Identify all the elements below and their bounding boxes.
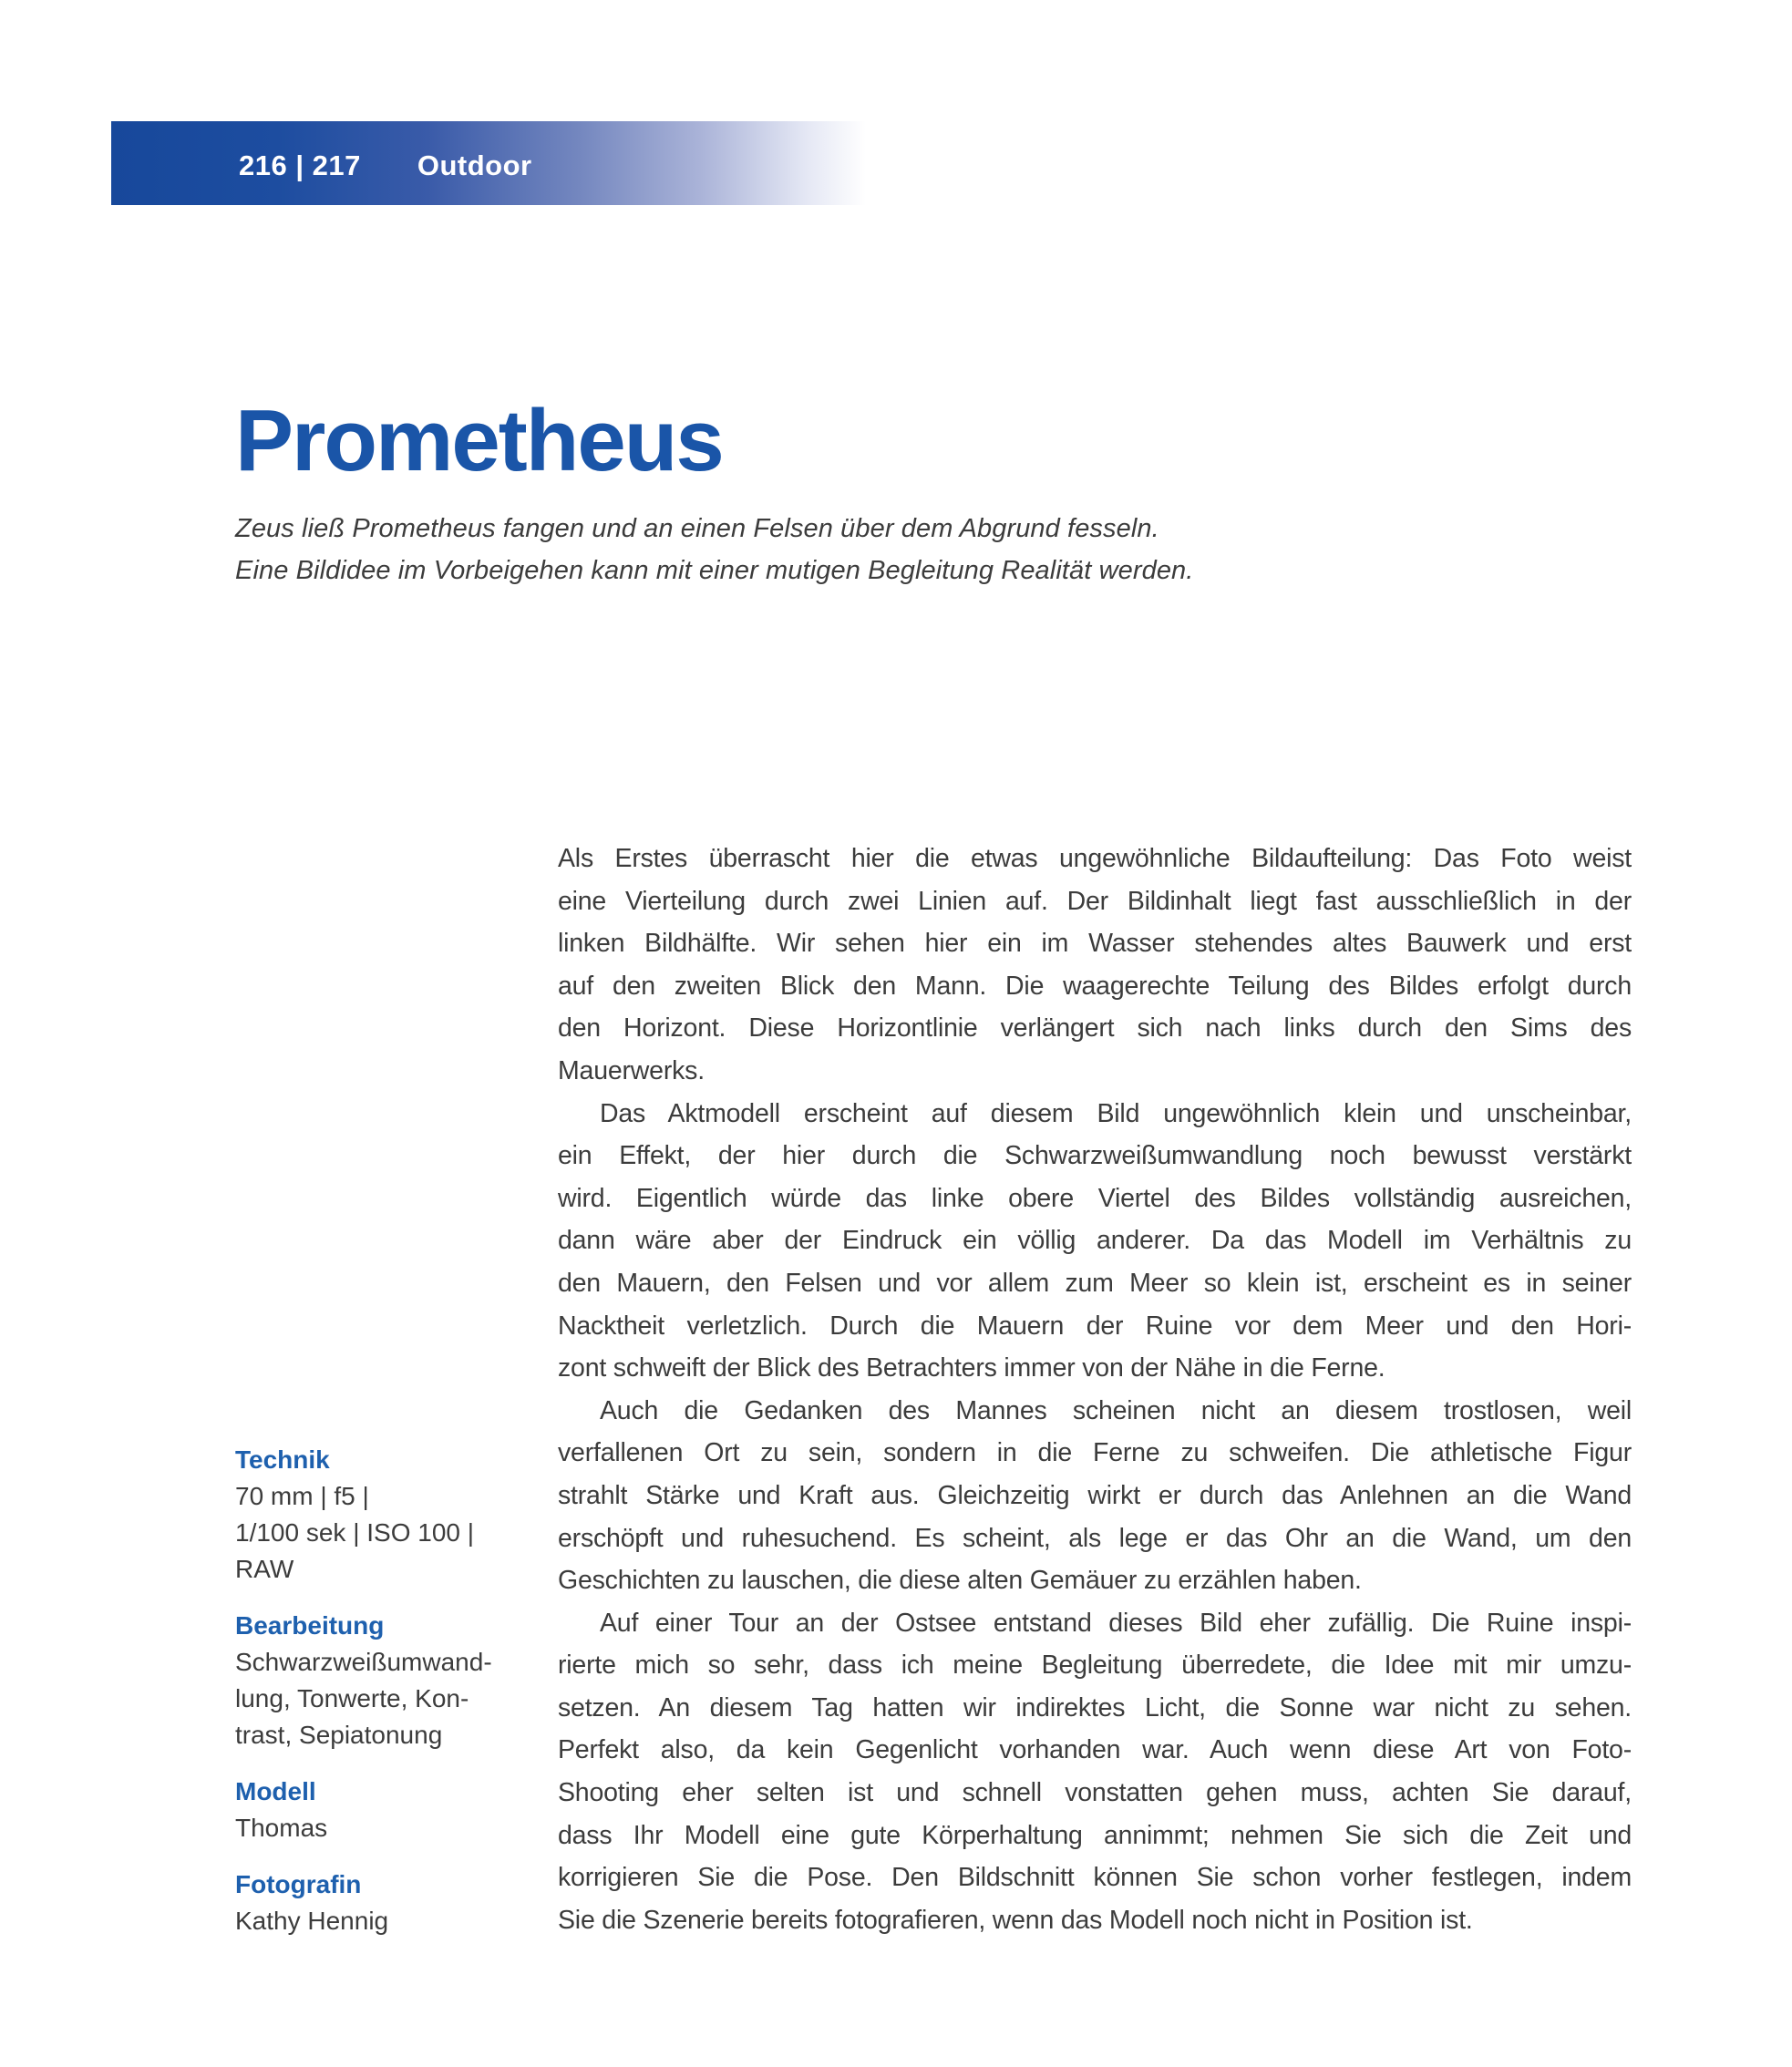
body-paragraph-2-line: wird. Eigentlich würde das linke obere Viertel des Bildes vollständig ausreichen, bbox=[558, 1183, 1632, 1213]
body-text-column bbox=[558, 838, 1632, 1941]
sidebar-heading: Technik bbox=[235, 1445, 330, 1474]
body-paragraph-3-line: Geschichten zu lauschen, die diese alten Gemäuer zu erzählen haben. bbox=[558, 1566, 1362, 1596]
body-paragraph-4-line: Auf einer Tour an der Ostsee entstand dieses Bild eher zufällig. Die Ruine inspi- bbox=[600, 1608, 1632, 1638]
page-header-text bbox=[239, 149, 532, 182]
body-paragraph-1-line: linken Bildhälfte. Wir sehen hier ein im Wasser stehendes altes Bauwerk und erst bbox=[558, 929, 1632, 959]
sidebar-line: Schwarzweißumwand- bbox=[235, 1648, 492, 1676]
subtitle-line-2: Eine Bildidee im Vorbeigehen kann mit einer mutigen Begleitung Realität werden. bbox=[235, 556, 1194, 585]
sidebar-heading: Bearbeitung bbox=[235, 1611, 385, 1640]
sidebar-group-technik bbox=[235, 1442, 536, 1588]
page-subtitle bbox=[235, 508, 1193, 591]
sidebar-line: 70 mm | f5 | bbox=[235, 1482, 369, 1510]
section-label: Outdoor bbox=[417, 149, 532, 181]
sidebar-line: Kathy Hennig bbox=[235, 1907, 389, 1935]
sidebar-group-modell bbox=[235, 1774, 536, 1846]
body-paragraph-4-line: dass Ihr Modell eine gute Körperhaltung annimmt; nehmen Sie sich die Zeit und bbox=[558, 1820, 1632, 1850]
body-paragraph-3-line: verfallenen Ort zu sein, sondern in die Ferne zu schweifen. Die athletische Figur bbox=[558, 1438, 1632, 1468]
body-paragraph-3-line: erschöpft und ruhesuchend. Es scheint, als lege er das Ohr an die Wand, um den bbox=[558, 1523, 1632, 1553]
body-paragraph-4-line: Perfekt also, da kein Gegenlicht vorhanden war. Auch wenn diese Art von Foto- bbox=[558, 1735, 1632, 1765]
body-paragraph-3-line: Auch die Gedanken des Mannes scheinen nicht an diesem trostlosen, weil bbox=[600, 1395, 1632, 1425]
sidebar-heading: Modell bbox=[235, 1777, 316, 1805]
page-header-bar bbox=[111, 121, 866, 205]
sidebar-line: lung, Tonwerte, Kon- bbox=[235, 1684, 469, 1712]
body-paragraph-4-line: korrigieren Sie die Pose. Den Bildschnitt können Sie schon vorher festlegen, indem bbox=[558, 1863, 1632, 1893]
body-paragraph-2-line: Nacktheit verletzlich. Durch die Mauern der Ruine vor dem Meer und den Hori- bbox=[558, 1311, 1632, 1341]
body-paragraph-1-line: Mauerwerks. bbox=[558, 1055, 705, 1085]
body-paragraph-3-line: strahlt Stärke und Kraft aus. Gleichzeitig wirkt er durch das Anlehnen an die Wand bbox=[558, 1480, 1632, 1510]
meta-sidebar bbox=[235, 1442, 536, 1939]
body-paragraph-2-line: Das Aktmodell erscheint auf diesem Bild ungewöhnlich klein und unscheinbar, bbox=[600, 1098, 1632, 1128]
page-numbers: 216 | 217 bbox=[239, 149, 361, 181]
body-paragraph-2-line: ein Effekt, der hier durch die Schwarzweißumwandlung noch bewusst verstärkt bbox=[558, 1141, 1632, 1171]
body-paragraph-1-line: Als Erstes überrascht hier die etwas ungewöhnliche Bildaufteilung: Das Foto weist bbox=[558, 844, 1632, 873]
sidebar-line: trast, Sepiatonung bbox=[235, 1721, 443, 1749]
body-paragraph-2-line: zont schweift der Blick des Betrachters immer von der Nähe in die Ferne. bbox=[558, 1353, 1385, 1383]
body-paragraph-4-line: Sie die Szenerie bereits fotografieren, wenn das Modell noch nicht in Position ist. bbox=[558, 1905, 1473, 1935]
body-paragraph-2-line: dann wäre aber der Eindruck ein völlig anderer. Da das Modell im Verhältnis zu bbox=[558, 1226, 1632, 1256]
body-paragraph-1-line: den Horizont. Diese Horizontlinie verlängert sich nach links durch den Sims des bbox=[558, 1013, 1632, 1044]
sidebar-line: 1/100 sek | ISO 100 | bbox=[235, 1518, 475, 1547]
body-paragraph-1-line: eine Vierteilung durch zwei Linien auf. Der Bildinhalt liegt fast ausschließlich in der bbox=[558, 886, 1632, 916]
page-title: Prometheus bbox=[235, 392, 723, 489]
body-paragraph-4-line: rierte mich so sehr, dass ich meine Begleitung überredete, die Idee mit mir umzu- bbox=[558, 1651, 1632, 1681]
sidebar-heading: Fotografin bbox=[235, 1870, 362, 1898]
body-paragraph-1-line: auf den zweiten Blick den Mann. Die waagerechte Teilung des Bildes erfolgt durch bbox=[558, 971, 1632, 1001]
sidebar-group-bearbeitung bbox=[235, 1608, 536, 1753]
body-paragraph-4-line: setzen. An diesem Tag hatten wir indirektes Licht, die Sonne war nicht zu sehen. bbox=[558, 1692, 1632, 1722]
sidebar-line: Thomas bbox=[235, 1814, 328, 1842]
sidebar-line: RAW bbox=[235, 1555, 294, 1583]
sidebar-group-fotografin bbox=[235, 1866, 536, 1939]
subtitle-line-1: Zeus ließ Prometheus fangen und an einen Felsen über dem Abgrund fesseln. bbox=[235, 514, 1159, 543]
body-paragraph-2-line: den Mauern, den Felsen und vor allem zum Meer so klein ist, erscheint es in seiner bbox=[558, 1268, 1632, 1298]
body-paragraph-4-line: Shooting eher selten ist und schnell vonstatten gehen muss, achten Sie darauf, bbox=[558, 1778, 1632, 1808]
